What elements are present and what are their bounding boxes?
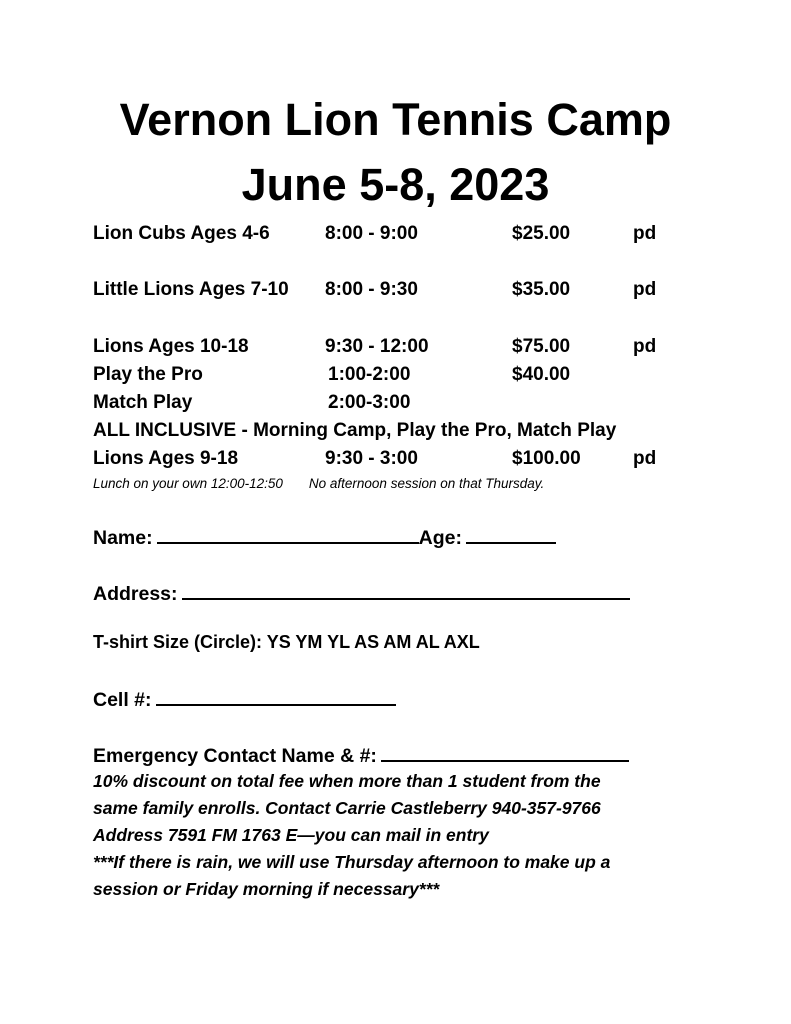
name-age-row <box>93 524 556 551</box>
emergency-contact-row <box>93 742 629 769</box>
session-price: $75.00 <box>512 336 571 357</box>
discount-note-line2: same family enrolls. Contact Carrie Castleberry 940-357-9766 <box>93 798 601 818</box>
session-name: Play the Pro <box>93 364 203 385</box>
session-paid-status: pd <box>633 279 657 300</box>
name-label: Name: <box>93 527 153 549</box>
lunch-note: Lunch on your own 12:00-12:50 <box>93 476 283 491</box>
page-title: Vernon Lion Tennis Camp <box>119 94 672 145</box>
session-name: Lions Ages 9-18 <box>93 448 239 469</box>
all-inclusive-text: ALL INCLUSIVE - Morning Camp, Play the Pro, Match Play <box>93 420 617 441</box>
session-price: $25.00 <box>512 223 571 244</box>
cell-label: Cell #: <box>93 689 152 711</box>
session-name: Lions Ages 10-18 <box>93 336 249 357</box>
rain-note-line1: ***If there is rain, we will use Thursday afternoon to make up a <box>93 852 611 872</box>
address-label: Address: <box>93 583 178 605</box>
age-field[interactable] <box>466 524 556 544</box>
tshirt-size-row: T-shirt Size (Circle): YS YM YL AS AM AL AXL <box>93 632 480 652</box>
address-row <box>93 580 630 607</box>
session-price: $100.00 <box>512 448 581 469</box>
cell-field[interactable] <box>156 686 396 706</box>
session-paid-status: pd <box>633 448 657 469</box>
emergency-contact-label: Emergency Contact Name & #: <box>93 745 377 767</box>
session-time: 9:30 - 12:00 <box>325 336 429 357</box>
cell-row <box>93 686 396 713</box>
name-field[interactable] <box>157 524 419 544</box>
session-time: 8:00 - 9:30 <box>325 279 418 300</box>
camp-dates: June 5-8, 2023 <box>241 159 550 210</box>
age-label: Age: <box>418 527 462 549</box>
session-paid-status: pd <box>633 336 657 357</box>
discount-note-line1: 10% discount on total fee when more than 1 student from the <box>93 771 601 791</box>
session-name: Match Play <box>93 392 193 413</box>
session-time: 1:00-2:00 <box>328 364 411 385</box>
session-price: $40.00 <box>512 364 571 385</box>
mailing-address-note: Address 7591 FM 1763 E—you can mail in entry <box>93 825 489 845</box>
session-time: 8:00 - 9:00 <box>325 223 418 244</box>
session-paid-status: pd <box>633 223 657 244</box>
session-name: Lion Cubs Ages 4-6 <box>93 223 270 244</box>
session-time: 9:30 - 3:00 <box>325 448 418 469</box>
session-time: 2:00-3:00 <box>328 392 411 413</box>
emergency-contact-field[interactable] <box>381 742 629 762</box>
session-price: $35.00 <box>512 279 571 300</box>
session-name: Little Lions Ages 7-10 <box>93 279 289 300</box>
rain-note-line2: session or Friday morning if necessary*** <box>93 879 440 899</box>
schedule-note <box>93 475 544 493</box>
thursday-note: No afternoon session on that Thursday. <box>308 476 545 491</box>
address-field[interactable] <box>182 580 630 600</box>
